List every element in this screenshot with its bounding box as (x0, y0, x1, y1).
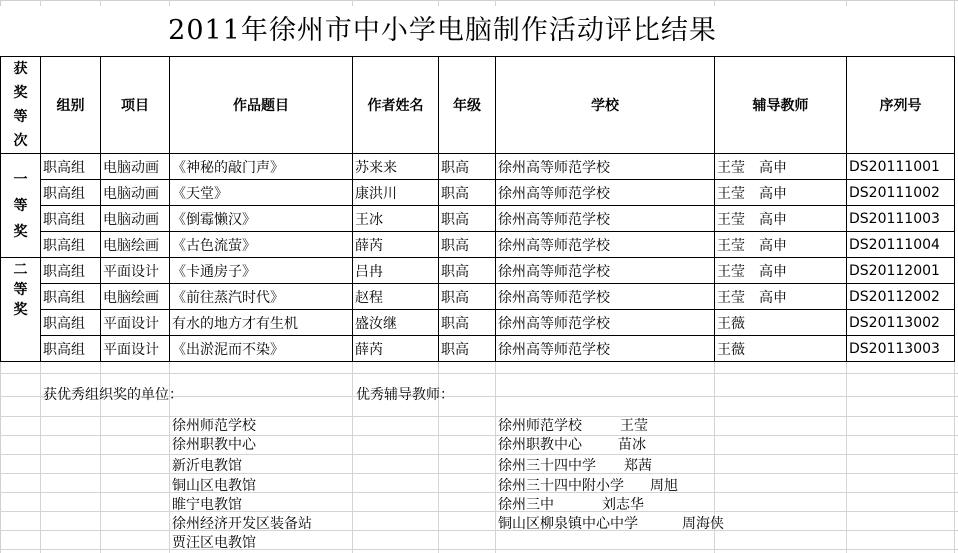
cell-group: 职高组 (41, 180, 101, 206)
cell-group: 职高组 (41, 232, 101, 258)
cell-work-title: 《古色流萤》 (170, 232, 353, 258)
grid-line (0, 416, 958, 417)
cell-work-title: 《出淤泥而不染》 (170, 336, 353, 362)
cell-project: 电脑绘画 (101, 232, 170, 258)
org-unit: 睢宁电教馆 (172, 497, 242, 513)
table-row (1, 336, 955, 362)
cell-author: 吕冉 (353, 258, 439, 284)
cell-work-title: 《神秘的敲门声》 (170, 154, 353, 180)
cell-work-title: 有水的地方才有生机 (170, 310, 353, 336)
header-row (1, 57, 955, 154)
header-grade: 年级 (439, 57, 496, 154)
table-row (1, 284, 955, 310)
org-unit: 新沂电教馆 (172, 458, 242, 474)
cell-serial: DS20112001 (847, 258, 955, 284)
header-project: 项目 (101, 57, 170, 154)
cell-teacher: 王莹 高申 (715, 258, 847, 284)
cell-grade: 职高 (439, 284, 496, 310)
cell-work-title: 《卡通房子》 (170, 258, 353, 284)
org-unit: 贾汪区电教馆 (172, 535, 256, 551)
header-teacher: 辅导教师 (715, 57, 847, 154)
cell-serial: DS20112002 (847, 284, 955, 310)
grid-line (0, 373, 958, 374)
teacher-name: 周旭 (650, 478, 678, 494)
cell-group: 职高组 (41, 284, 101, 310)
cell-school: 徐州高等师范学校 (496, 284, 715, 310)
cell-serial: DS20111002 (847, 180, 955, 206)
cell-author: 康洪川 (353, 180, 439, 206)
teacher-unit: 徐州三十四中附小学 (498, 478, 624, 494)
cell-author: 赵程 (353, 284, 439, 310)
grid-line (0, 511, 958, 512)
grid-line (0, 454, 958, 455)
header-work-title: 作品题目 (170, 57, 353, 154)
table-row (1, 154, 955, 180)
cell-group: 职高组 (41, 154, 101, 180)
cell-group: 职高组 (41, 206, 101, 232)
grid-line (0, 492, 958, 493)
cell-grade: 职高 (439, 206, 496, 232)
org-unit: 铜山区电教馆 (172, 478, 256, 494)
header-serial: 序列号 (847, 57, 955, 154)
cell-serial: DS20111004 (847, 232, 955, 258)
cell-group: 职高组 (41, 336, 101, 362)
cell-teacher: 王莹 高申 (715, 154, 847, 180)
table-row (1, 206, 955, 232)
cell-teacher: 王莹 高申 (715, 232, 847, 258)
grid-line (0, 549, 958, 550)
table-row (1, 180, 955, 206)
cell-school: 徐州高等师范学校 (496, 232, 715, 258)
results-table (0, 56, 955, 362)
rank-first-prize: 一等奖 (1, 154, 41, 258)
cell-serial: DS20111001 (847, 154, 955, 180)
cell-grade: 职高 (439, 258, 496, 284)
teacher-name: 刘志华 (602, 497, 644, 513)
teacher-unit: 铜山区柳泉镇中心中学 (498, 516, 638, 532)
teacher-name: 苗冰 (618, 437, 646, 453)
teacher-award-label: 优秀辅导教师： (356, 387, 454, 403)
cell-author: 王冰 (353, 206, 439, 232)
cell-author: 薛芮 (353, 232, 439, 258)
cell-group: 职高组 (41, 258, 101, 284)
org-unit: 徐州师范学校 (172, 418, 256, 434)
table-row (1, 232, 955, 258)
cell-serial: DS20113003 (847, 336, 955, 362)
cell-school: 徐州高等师范学校 (496, 258, 715, 284)
cell-school: 徐州高等师范学校 (496, 180, 715, 206)
cell-serial: DS20111003 (847, 206, 955, 232)
cell-teacher: 王莹 高申 (715, 284, 847, 310)
grid-line (0, 530, 958, 531)
table-row (1, 258, 955, 284)
cell-author: 盛汝继 (353, 310, 439, 336)
cell-project: 平面设计 (101, 310, 170, 336)
grid-line (0, 435, 958, 436)
header-rank: 获奖等次 (1, 57, 41, 154)
cell-project: 电脑动画 (101, 206, 170, 232)
org-unit: 徐州职教中心 (172, 437, 256, 453)
cell-grade: 职高 (439, 310, 496, 336)
cell-teacher: 王莹 高申 (715, 206, 847, 232)
cell-author: 苏来来 (353, 154, 439, 180)
cell-work-title: 《前往蒸汽时代》 (170, 284, 353, 310)
teacher-name: 周海侠 (682, 516, 724, 532)
rank-second-prize: 二等奖 (1, 258, 41, 362)
teacher-unit: 徐州师范学校 (498, 418, 582, 434)
cell-grade: 职高 (439, 180, 496, 206)
teacher-unit: 徐州三中 (498, 497, 554, 513)
teacher-unit: 徐州三十四中学 (498, 458, 596, 474)
cell-school: 徐州高等师范学校 (496, 154, 715, 180)
grid-line (0, 473, 958, 474)
org-award-label: 获优秀组织奖的单位： (43, 387, 183, 403)
cell-group: 职高组 (41, 310, 101, 336)
cell-author: 薛芮 (353, 336, 439, 362)
cell-school: 徐州高等师范学校 (496, 336, 715, 362)
teacher-name: 郑茜 (624, 458, 652, 474)
org-unit: 徐州经济开发区装备站 (172, 516, 312, 532)
cell-teacher: 王莹 高申 (715, 180, 847, 206)
cell-project: 电脑动画 (101, 154, 170, 180)
header-author: 作者姓名 (353, 57, 439, 154)
teacher-name: 王莹 (620, 418, 648, 434)
cell-project: 平面设计 (101, 336, 170, 362)
cell-teacher: 王薇 (715, 310, 847, 336)
cell-project: 电脑绘画 (101, 284, 170, 310)
cell-teacher: 王薇 (715, 336, 847, 362)
sheet-title: 2011年徐州市中小学电脑制作活动评比结果 (0, 6, 885, 56)
cell-grade: 职高 (439, 232, 496, 258)
header-group: 组别 (41, 57, 101, 154)
cell-grade: 职高 (439, 154, 496, 180)
cell-school: 徐州高等师范学校 (496, 206, 715, 232)
teacher-unit: 徐州职教中心 (498, 437, 582, 453)
cell-school: 徐州高等师范学校 (496, 310, 715, 336)
cell-work-title: 《天堂》 (170, 180, 353, 206)
cell-grade: 职高 (439, 336, 496, 362)
cell-project: 平面设计 (101, 258, 170, 284)
table-row (1, 310, 955, 336)
cell-work-title: 《倒霉懒汉》 (170, 206, 353, 232)
header-school: 学校 (496, 57, 715, 154)
cell-project: 电脑动画 (101, 180, 170, 206)
cell-serial: DS20113002 (847, 310, 955, 336)
